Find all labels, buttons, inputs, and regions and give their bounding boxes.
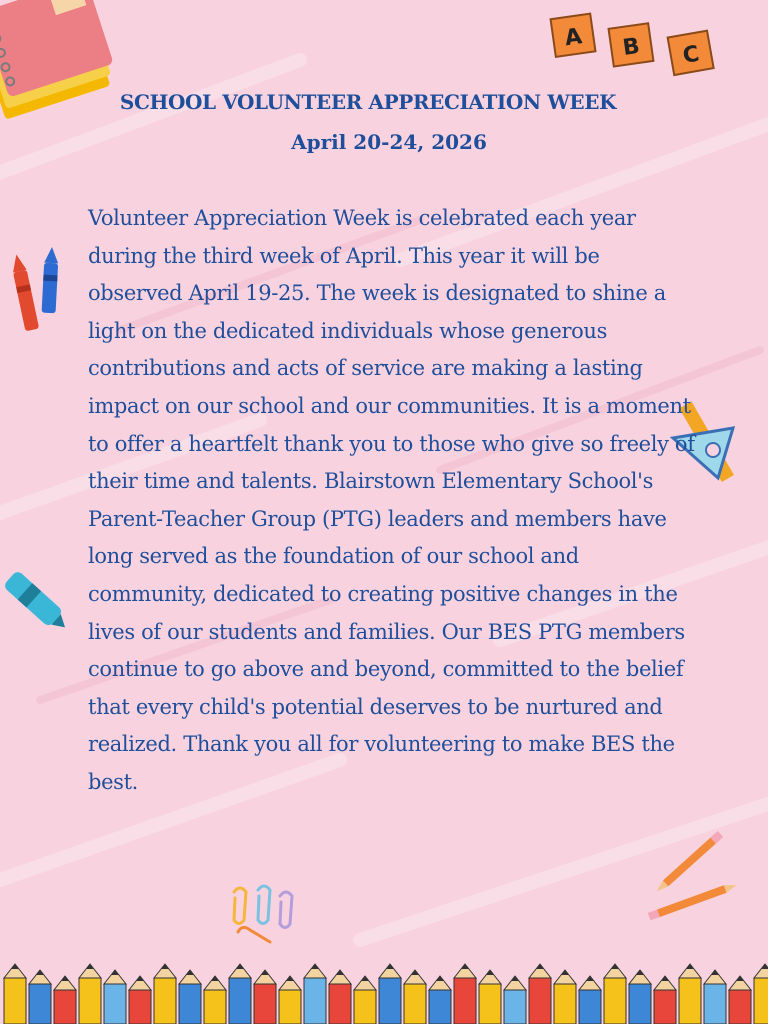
border-pencil [4,964,26,1024]
border-pencil [104,970,126,1024]
border-pencil [504,976,526,1024]
border-pencil [354,976,376,1024]
pencil-border-illustration [0,950,768,1024]
border-pencil [279,976,301,1024]
marker-illustration [0,555,75,640]
border-pencil [304,964,326,1024]
pencils-illustration [640,825,745,925]
border-pencil [329,970,351,1024]
border-pencil [704,970,726,1024]
border-pencil [29,970,51,1024]
abc-blocks-illustration [545,10,725,80]
border-pencil [454,964,476,1024]
block-letter-b: B [621,33,642,61]
border-pencil [179,970,201,1024]
border-pencil [679,964,701,1024]
border-pencil [579,976,601,1024]
border-pencil [729,976,751,1024]
paper-clips-illustration [222,882,297,947]
border-pencil [429,976,451,1024]
border-pencil [529,964,551,1024]
border-pencil [204,976,226,1024]
border-pencil [754,964,768,1024]
border-pencil [54,976,76,1024]
border-pencil [79,964,101,1024]
border-pencil [629,970,651,1024]
border-pencil [129,976,151,1024]
border-pencil [379,964,401,1024]
border-pencil [154,964,176,1024]
border-pencil [254,970,276,1024]
body-paragraph: Volunteer Appreciation Week is celebrated each year during the third week of April. This year it will be observed April 19-25. The week is designated to shine a light on the dedicated individuals whose generous contributions and acts of service are making a lasting impact on our school and our communities. It is a moment to offer a heartfelt thank you to those who give so freely of their time and talents. Blairstown Elementary School's Parent-Teacher Group (PTG) leaders and members have long served as the foundation of our school and community, dedicated to creating positive changes in the lives of our students and families. Our BES PTG members continue to go above and beyond, committed to the belief that every child's potential deserves to be nurtured and realized. Thank you all for volunteering to make BES the best. [88,206,695,794]
border-pencil [604,964,626,1024]
crayons-illustration [8,245,68,340]
border-pencil [404,970,426,1024]
border-pencil [654,976,676,1024]
border-pencil [229,964,251,1024]
block-letter-c: C [680,41,702,70]
border-pencil [479,970,501,1024]
block-letter-a: A [563,24,584,52]
page-title: SCHOOL VOLUNTEER APPRECIATION WEEK [119,90,617,114]
border-pencil [554,970,576,1024]
event-date: April 20-24, 2026 [291,130,487,154]
